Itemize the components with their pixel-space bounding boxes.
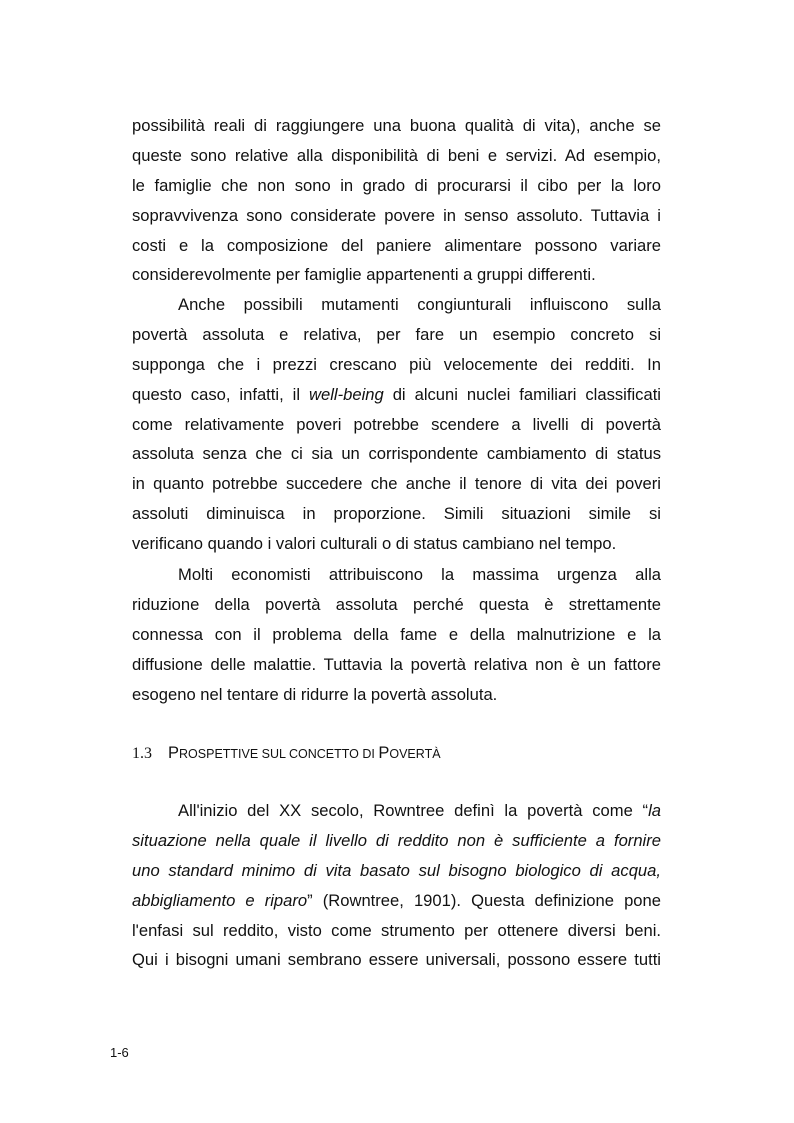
- text-line: povertà assoluta e relativa, per fare un esempio concreto si: [132, 324, 661, 344]
- paragraph-2: [132, 290, 661, 559]
- italic-quote: uno standard minimo di vita basato sul bisogno biologico di acqua,: [132, 860, 661, 880]
- italic-quote: la: [648, 801, 661, 820]
- italic-quote: abbigliamento e riparo: [132, 890, 308, 910]
- text-line: esogeno nel tentare di ridurre la povertà assoluta.: [132, 684, 498, 704]
- italic-quote: situazione nella quale il livello di reddito non è sufficiente a fornire: [132, 830, 661, 850]
- text-line: connessa con il problema della fame e della malnutrizione e la: [132, 624, 661, 644]
- text-line: Anche possibili mutamenti congiunturali influiscono sulla: [178, 295, 661, 314]
- heading-smallcaps: OVERTÀ: [389, 747, 441, 761]
- paragraph-1: [132, 111, 661, 290]
- text-line: [132, 796, 661, 826]
- text-line: assoluta senza che ci sia un corrispondente cambiamento di status: [132, 444, 661, 464]
- text-line: Qui i bisogni umani sembrano essere universali, possono essere tutti: [132, 950, 661, 970]
- text-line: queste sono relative alla disponibilità di beni e servizi. Ad esempio,: [132, 145, 661, 165]
- italic-term: well-being: [309, 384, 384, 404]
- text-line: diffusione delle malattie. Tuttavia la povertà relativa non è un fattore: [132, 654, 661, 674]
- text-line: possibilità reali di raggiungere una buona qualità di vita), anche se: [132, 116, 661, 135]
- paragraph-3: [132, 560, 661, 709]
- text-line: considerevolmente per famiglie appartenenti a gruppi differenti.: [132, 265, 596, 285]
- text-line: [132, 826, 661, 856]
- text-fragment: questo caso, infatti, il: [132, 384, 310, 404]
- text-line: Molti economisti attribuiscono la massima urgenza alla: [178, 565, 661, 584]
- text-line: le famiglie che non sono in grado di procurarsi il cibo per la loro: [132, 175, 661, 195]
- text-line: verificano quando i valori culturali o di status cambiano nel tempo.: [132, 534, 617, 554]
- text-line: [132, 380, 661, 410]
- heading-initial: P: [378, 744, 390, 762]
- text-line: sopravvivenza sono considerate povere in senso assoluto. Tuttavia i: [132, 205, 661, 225]
- text-line: in quanto potrebbe succedere che anche il tenore di vita dei poveri: [132, 474, 661, 494]
- text-line: [132, 886, 661, 916]
- text-fragment: di alcuni nuclei familiari classificati: [383, 384, 661, 404]
- heading-initial: P: [168, 744, 180, 762]
- text-line: assoluti diminuisca in proporzione. Simili situazioni simile si: [132, 504, 661, 524]
- text-fragment: All'inizio del XX secolo, Rowntree definì la povertà come “: [178, 801, 649, 820]
- text-fragment: ” (Rowntree, 1901). Questa definizione pone: [307, 890, 661, 910]
- section-number: 1.3: [132, 745, 152, 762]
- heading-smallcaps: ROSPETTIVE SUL CONCETTO DI: [179, 747, 379, 761]
- text-line: [132, 856, 661, 886]
- paragraph-4: [132, 796, 661, 975]
- text-line: come relativamente poveri potrebbe scendere a livelli di povertà: [132, 414, 661, 434]
- text-line: supponga che i prezzi crescano più velocemente dei redditi. In: [132, 354, 661, 374]
- text-line: l'enfasi sul reddito, visto come strumento per ottenere diversi beni.: [132, 920, 661, 940]
- text-line: costi e la composizione del paniere alimentare possono variare: [132, 235, 661, 255]
- page-number: 1-6: [110, 1045, 129, 1060]
- text-line: riduzione della povertà assoluta perché questa è strettamente: [132, 594, 661, 614]
- section-heading: [132, 744, 441, 763]
